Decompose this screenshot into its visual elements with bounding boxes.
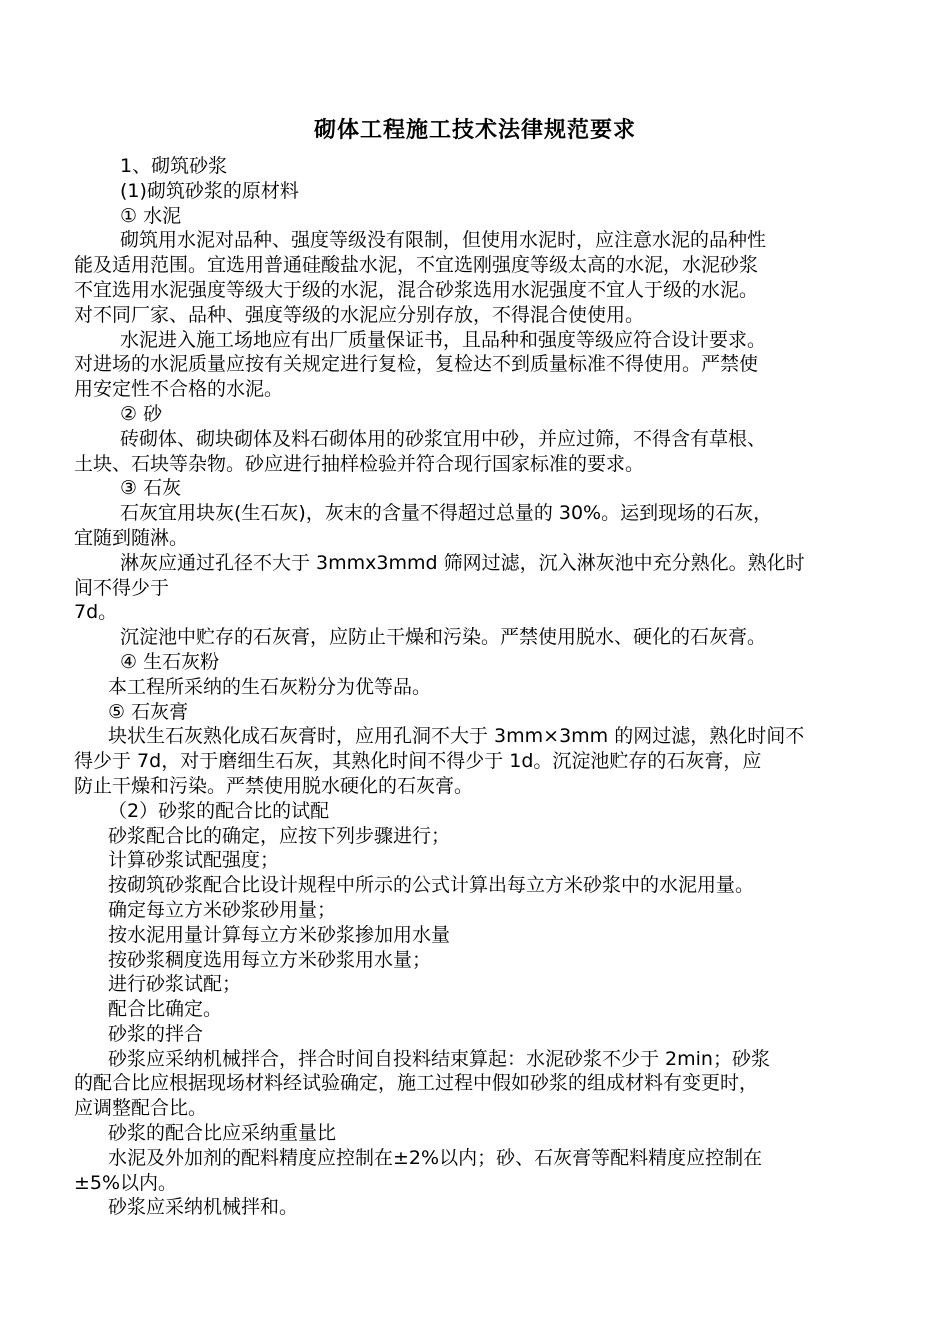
paragraph-line: 配合比确定。 (108, 998, 223, 1021)
section-heading: 1、砌筑砂浆 (120, 155, 228, 177)
paragraph-line: 石灰宜用块灰(生石灰)，灰末的含量不得超过总量的 30%。运到现场的石灰， (120, 502, 773, 525)
paragraph-line: 的配合比应根据现场材料经试验确定，施工过程中假如砂浆的组成材料有变更时， (74, 1072, 759, 1095)
paragraph-line: 对进场的水泥质量应按有关规定进行复检，复检达不到质量标准不得使用。严禁使 (74, 353, 759, 376)
paragraph-line: 砌筑用水泥对品种、强度等级没有限制，但使用水泥时，应注意水泥的品种性 (120, 229, 767, 252)
paragraph-line: 砂浆配合比的确定，应按下列步骤进行； (108, 824, 451, 847)
item-heading: ⑤ 石灰膏 (108, 700, 189, 723)
item-heading: ① 水泥 (120, 204, 182, 227)
paragraph-line: ±5%以内。 (74, 1171, 178, 1194)
document-body (74, 154, 882, 1220)
paragraph-line: 土块、石块等杂物。砂应进行抽样检验并符合现行国家标准的要求。 (74, 452, 645, 475)
paragraph-line: 进行砂浆试配； (108, 973, 242, 996)
paragraph-line: 砖砌体、砌块砌体及料石砌体用的砂浆宜用中砂，并应过筛，不得含有草根、 (120, 427, 767, 450)
paragraph-line: 水泥进入施工场地应有出厂质量保证书，且品种和强度等级应符合设计要求。 (120, 328, 767, 351)
paragraph-line: 得少于 7d，对于磨细生石灰，其熟化时间不得少于 1d。沉淀池贮存的石灰膏，应 (74, 750, 762, 773)
paragraph-line: 不宜选用水泥强度等级大于级的水泥，混合砂浆选用水泥强度不宜人于级的水泥。 (74, 278, 759, 301)
paragraph-line: 淋灰应通过孔径不大于 3mmx3mmd 筛网过滤，沉入淋灰池中充分熟化。熟化时 (120, 551, 805, 574)
subsection-heading: （2）砂浆的配合比的试配 (108, 799, 330, 822)
paragraph-line: 应调整配合比。 (74, 1097, 208, 1120)
paragraph-line: 水泥及外加剂的配料精度应控制在±2%以内；砂、石灰膏等配料精度应控制在 (108, 1146, 763, 1169)
paragraph-line: 宜随到随淋。 (74, 526, 189, 549)
paragraph-line: 间不得少于 (74, 576, 170, 599)
subsection-heading: (1)砌筑砂浆的原材料 (120, 179, 299, 202)
paragraph-line: 对不同厂家、品种、强度等级的水泥应分别存放，不得混合使使用。 (74, 303, 645, 326)
item-heading: ③ 石灰 (120, 477, 182, 500)
paragraph-line: 防止干燥和污染。严禁使用脱水硬化的石灰膏。 (74, 774, 474, 797)
paragraph-line: 确定每立方米砂浆砂用量； (108, 898, 337, 921)
paragraph-line: 按水泥用量计算每立方米砂浆掺加用水量 (108, 923, 451, 946)
paragraph-line: 按砂浆稠度选用每立方米砂浆用水量； (108, 948, 432, 971)
subsection-heading: 砂浆的拌合 (108, 1022, 204, 1045)
paragraph-line: 本工程所采纳的生石灰粉分为优等品。 (108, 675, 432, 698)
item-heading: ④ 生石灰粉 (120, 650, 220, 673)
paragraph-line: 沉淀池中贮存的石灰膏，应防止干燥和污染。严禁使用脱水、硬化的石灰膏。 (120, 626, 767, 649)
subsection-heading: 砂浆的配合比应采纳重量比 (108, 1122, 337, 1145)
paragraph-line: 用安定性不合格的水泥。 (74, 378, 284, 401)
item-heading: ② 砂 (120, 402, 163, 425)
paragraph-line: 砂浆应采纳机械拌和。 (108, 1196, 299, 1219)
document-title: 砌体工程施工技术法律规范要求 (313, 118, 636, 143)
paragraph-line: 块状生石灰熟化成石灰膏时，应用孔洞不大于 3mm×3mm 的网过滤，熟化时间不 (108, 725, 805, 748)
paragraph-line: 计算砂浆试配强度； (108, 849, 280, 872)
paragraph-line: 7d。 (74, 601, 118, 624)
paragraph-line: 按砌筑砂浆配合比设计规程中所示的公式计算出每立方米砂浆中的水泥用量。 (108, 874, 755, 897)
paragraph-line: 砂浆应采纳机械拌合，拌合时间自投料结束算起：水泥砂浆不少于 2min；砂浆 (108, 1047, 770, 1070)
paragraph-line: 能及适用范围。宜选用普通硅酸盐水泥，不宜选刚强度等级太高的水泥，水泥砂浆 (74, 254, 759, 277)
